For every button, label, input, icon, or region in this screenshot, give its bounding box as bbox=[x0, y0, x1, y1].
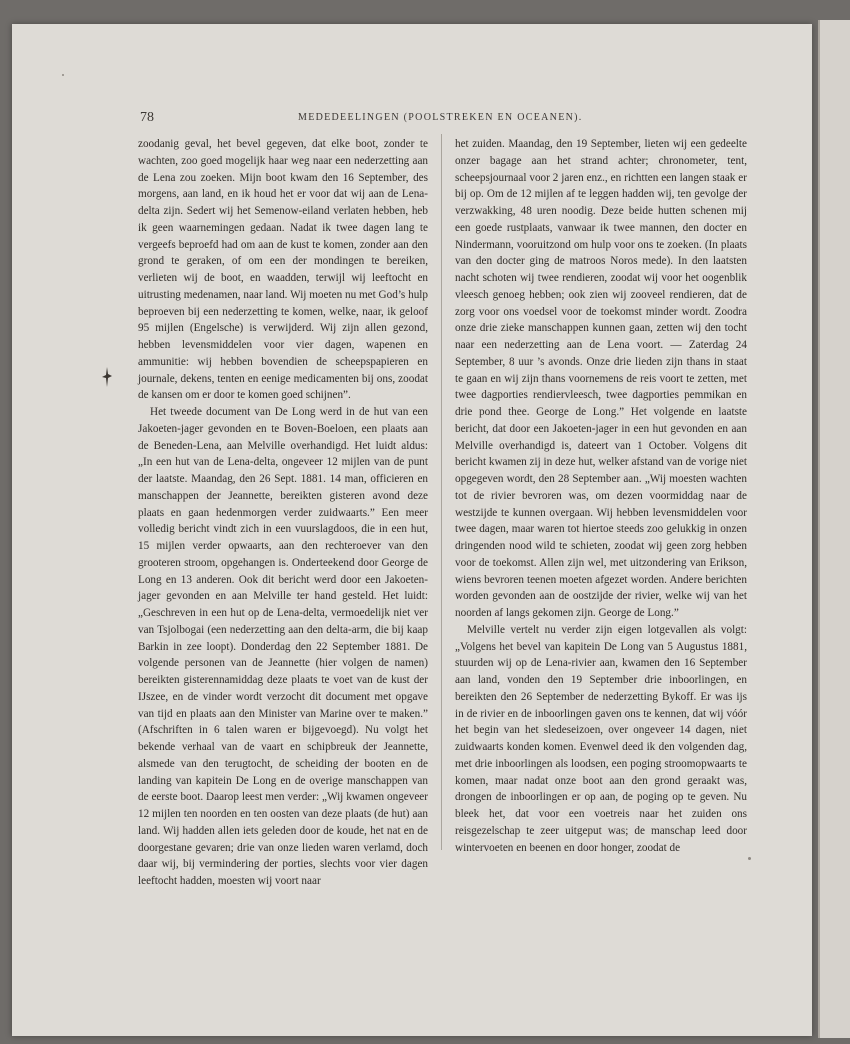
left-column bbox=[138, 136, 428, 890]
margin-ink-mark bbox=[100, 366, 114, 388]
right-column bbox=[455, 136, 747, 856]
paragraph: het zuiden. Maandag, den 19 September, lieten wij een gedeelte onzer bagage aan het strand achter; chronometer, tent, scheepsjournaal voor 2 jaren enz., en richtten een langen staak er bij op. Om de 12 mijlen af te leggen hadden wij, ten gevolge der verzwakking, 48 uren noodig. Deze beide hutten schenen mij een goede rustplaats, vanwaar ik twee mannen, den docter en Nindermann, vooruitzond om hulp voor ons te zoeken. (In plaats van den docter ging de matroos Noros mede). In den laatsten nacht schoten wij twee rendieren, zoodat wij voor het oogenblik vleesch genoeg hebben; ook zien wij zooveel rendieren, dat de zorg voor ons voedsel voor de toekomst minder wordt. Zoodra onze drie zieke manschappen kunnen gaan, zetten wij den tocht naar een nederzetting aan de Lena voort. — Zaterdag 24 September, 8 uur ’s avonds. Onze drie lieden zijn thans in staat te gaan en wij zijn thans voornemens de reis voort te zetten, met twee dagporties rendiervleesch, twee dagporties pemmikan en drie pond thee. George de Long.” Het volgende en laatste bericht, dat door een Jakoeten-jager in een hut gevonden en aan Melville overhandigd is, dateert van 1 October. Volgens dit bericht kwamen zij in deze hut, welker afstand van de vorige niet opgegeven wordt, den 28 September aan. „Wij moesten wachten tot de rivier bevroren was, om dezen voormiddag naar de westzijde te kunnen overgaan. Wij hebben levensmiddelen voor twee dagen, maar waren tot hiertoe steeds zoo gelukkig in onzen dringenden nood wild te schieten, zoodat wij geen zorg hebben voor de toekomst. Allen zijn wel, met uitzondering van Erikson, wiens bevroren teenen moeten afgezet worden. Andere berichten worden gevonden aan de oostzijde der rivier, welke wij van het noorden af langs gekomen zijn. George de Long.” bbox=[455, 138, 748, 619]
next-page-edge bbox=[818, 20, 850, 1038]
page-header bbox=[128, 110, 744, 128]
page-number: 78 bbox=[140, 110, 154, 125]
paper-speck bbox=[62, 74, 64, 76]
paper-speck bbox=[748, 857, 751, 860]
paragraph: zoodanig geval, het bevel gegeven, dat elke boot, zonder te wachten, zoo goed mogelijk haar weg naar een nederzetting aan de Lena zou zoeken. Mijn boot kwam den 16 September, des morgens, aan land, en ik houd het er voor dat wij aan de Lena-delta zijn. Sedert wij het Semenow-eiland verlaten hebben, heb ik geen waarnemingen gedaan. Nadat ik twee dagen lang te vergeefs beproefd had om aan de kust te komen, zonder aan den grond te geraken, of om een der mondingen te bereiken, verlieten wij de boot, en waadden, terwijl wij leeftocht en uitrusting medenamen, naar land. Wij moeten nu met God’s hulp beproeven bij een nederzetting te komen, welke, naar, ik geloof 95 mijlen (Engelsche) is verwijderd. Wij zijn allen gezond, hebben levensmiddelen voor vier dagen, wapenen en ammunitie: wij hebben bovendien de scheepspapieren en journale, dekens, tenten en eenige medicamenten bij ons, zoodat de kansen om er door te komen goed schijnen”. bbox=[138, 138, 428, 402]
paragraph: Melville vertelt nu verder zijn eigen lotgevallen als volgt: „Volgens het bevel van kapitein De Long van 5 Augustus 1881, stuurden wij op de Lena-rivier aan, kwamen den 16 September aan land, vonden den 19 September drie inboorlingen, en bereikten den 26 September de nederzetting Bykoff. Er was ijs in de rivier en de inboorlingen gaven ons te kennen, dat wij vóór het begin van het sledeseizoen, over ongeveer 14 dagen, niet zuidwaarts konden komen. Evenwel deed ik den volgenden dag, met drie inboorlingen als loodsen, een poging stroomopwaarts te komen, maar nadat onze boot aan den grond geraakt was, drongen de inboorlingen er op aan, de poging op te geven. Nu bleek het, dat voor een voetreis naar het zuiden ons reisgezelschap te zeer uitgeput was; de manschap leed door wintervoeten en beenen en door honger, zoodat de bbox=[455, 623, 747, 854]
paragraph: Het tweede document van De Long werd in de hut van een Jakoeten-jager gevonden en te Boven-Boeloen, een plaats aan de Beneden-Lena, aan Melville overhandigd. Het luidt aldus: „In een hut van de Lena-delta, ongeveer 12 mijlen van de punt der laatste. Maandag, den 26 Sept. 1881. 14 man, officieren en manschappen der Jeannette, bereikten gisteren avond deze plaats en gaan hedenmorgen verder zuidwaarts.” Een meer volledig bericht vindt zich in een vuurslagdoos, die in een hut, 15 mijlen verder opwaarts, aan den rechteroever van den grooteren stroom, opgehangen is. Onderteekend door George de Long en 13 anderen. Ook dit bericht werd door een Jakoeten-jager gevonden en aan Melville ter hand gesteld. Het luidt: „Geschreven in een hut op de Lena-delta, vermoedelijk niet ver van Tsjolbogai (een nederzetting aan den delta-arm, die bij kaap Barkin in zee loopt). Donderdag den 22 September 1881. De volgende personen van de Jeannette (hier volgen de namen) bereikten gisterennamiddag deze plaats te voet van de kust der IJszee, en de vinder wordt verzocht dit document met opgave van tijd en plaats aan den Minister van Marine over te maken.” (Afschriften in 6 talen waren er bijgevoegd). Nu volgt het bekende verhaal van de vaart en schipbreuk der Jeannette, alsmede van den terugtocht, de scheiding der booten en de landing van kapitein De Long en de overige manschappen van de eerste boot. Daarop leest men verder: „Wij kwamen ongeveer 12 mijlen ten noorden en ten oosten van deze plaats (de hut) aan land. Wij hadden allen iets geleden door de koude, het nat en de doorgestane gevaren; drie van onze lieden waren verlamd, doch daar wij, bij vermindering der porties, slechts voor vier dagen leeftocht hadden, moesten wij voort naar bbox=[138, 406, 428, 887]
column-divider bbox=[441, 134, 442, 850]
running-title: MEDEDEELINGEN (POOLSTREKEN EN OCEANEN). bbox=[298, 112, 583, 123]
